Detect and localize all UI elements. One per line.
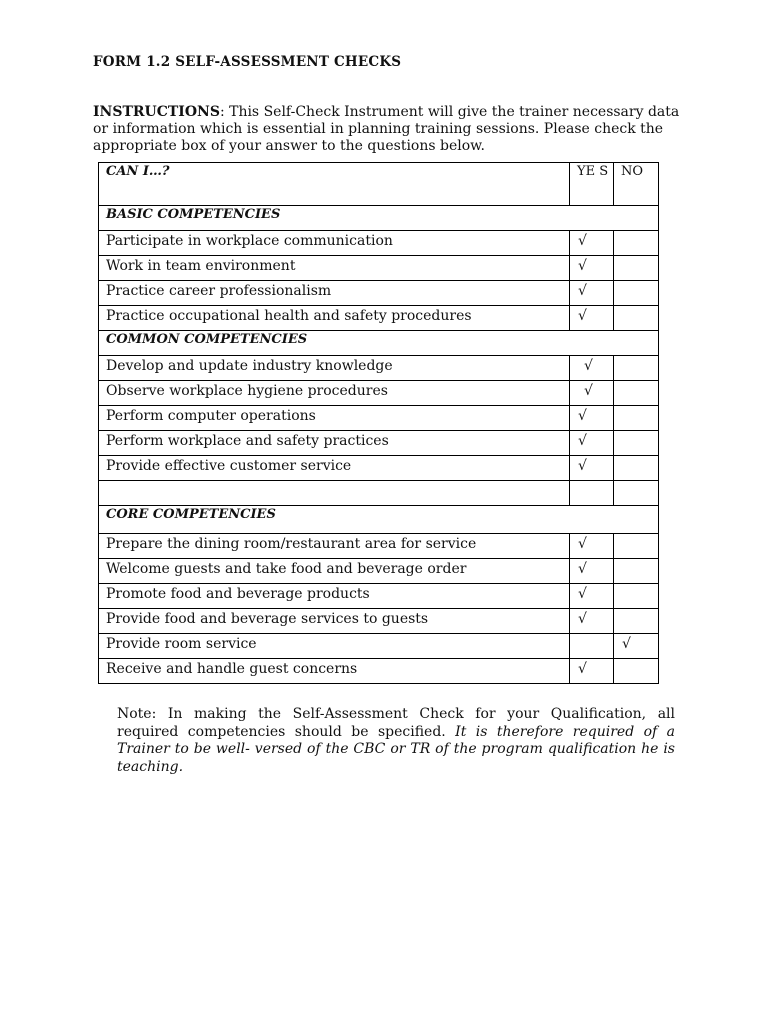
competency-label: Prepare the dining room/restaurant area for service [99,534,570,559]
table-row [99,534,659,559]
header-yes: YE S [570,163,614,206]
table-row [99,431,659,456]
yes-cell[interactable]: √ [570,281,614,306]
competency-label: Provide room service [99,634,570,659]
instructions-paragraph [93,104,683,155]
no-cell[interactable] [614,256,659,281]
yes-cell[interactable] [570,481,614,506]
no-cell[interactable] [614,406,659,431]
competency-label [99,481,570,506]
instructions-text: : This Self-Check Instrument will give the trainer necessary data or information which is essential in planning training sessions. Please check the appropriate box of your answer to the questions below. [93,104,680,154]
competency-label: Perform computer operations [99,406,570,431]
no-cell[interactable] [614,559,659,584]
no-cell[interactable] [614,306,659,331]
section-row [99,506,659,534]
competency-label: Perform workplace and safety practices [99,431,570,456]
yes-cell[interactable]: √ [570,306,614,331]
table-row [99,406,659,431]
header-no: NO [614,163,659,206]
section-row [99,331,659,356]
competency-label: Participate in workplace communication [99,231,570,256]
self-assessment-table [98,162,659,684]
no-cell[interactable] [614,456,659,481]
table-row [99,256,659,281]
form-title: FORM 1.2 SELF-ASSESSMENT CHECKS [93,54,402,70]
no-cell[interactable] [614,534,659,559]
no-cell[interactable] [614,356,659,381]
table-row [99,634,659,659]
table-row [99,306,659,331]
section-title: CORE COMPETENCIES [99,506,659,534]
yes-cell[interactable]: √ [570,431,614,456]
self-assessment-table-body [99,163,659,684]
competency-label: Work in team environment [99,256,570,281]
yes-cell[interactable]: √ [570,231,614,256]
table-row [99,609,659,634]
competency-label: Provide effective customer service [99,456,570,481]
table-row [99,281,659,306]
table-row [99,559,659,584]
no-cell[interactable] [614,659,659,684]
table-row [99,456,659,481]
no-cell[interactable] [614,431,659,456]
yes-cell[interactable]: √ [570,456,614,481]
yes-cell[interactable]: √ [570,609,614,634]
section-title: BASIC COMPETENCIES [99,206,659,231]
table-row [99,356,659,381]
competency-label: Receive and handle guest concerns [99,659,570,684]
table-row [99,659,659,684]
no-cell[interactable] [614,481,659,506]
instructions-label: INSTRUCTIONS [93,104,220,120]
table-row [99,231,659,256]
yes-cell[interactable]: √ [570,659,614,684]
no-cell[interactable]: √ [614,634,659,659]
no-cell[interactable] [614,584,659,609]
header-can-i: CAN I…? [99,163,570,206]
yes-cell[interactable]: √ [570,381,614,406]
competency-label: Promote food and beverage products [99,584,570,609]
no-cell[interactable] [614,231,659,256]
no-cell[interactable] [614,281,659,306]
table-row [99,481,659,506]
yes-cell[interactable]: √ [570,534,614,559]
competency-label: Provide food and beverage services to guests [99,609,570,634]
section-row [99,206,659,231]
no-cell[interactable] [614,381,659,406]
competency-label: Practice career professionalism [99,281,570,306]
competency-label: Develop and update industry knowledge [99,356,570,381]
competency-label: Observe workplace hygiene procedures [99,381,570,406]
competency-label: Practice occupational health and safety procedures [99,306,570,331]
yes-cell[interactable]: √ [570,584,614,609]
yes-cell[interactable]: √ [570,256,614,281]
table-header-row [99,163,659,206]
competency-label: Welcome guests and take food and beverage order [99,559,570,584]
note-text: Note: In making the Self-Assessment Check for your Qualification, all required competencies should be specified. [117,706,675,740]
table-row [99,381,659,406]
yes-cell[interactable]: √ [570,559,614,584]
no-cell[interactable] [614,609,659,634]
yes-cell[interactable] [570,634,614,659]
table-row [99,584,659,609]
yes-cell[interactable]: √ [570,406,614,431]
yes-cell[interactable]: √ [570,356,614,381]
note-paragraph [117,706,675,776]
section-title: COMMON COMPETENCIES [99,331,659,356]
note-italic-text: It is therefore required of a Trainer to be well- versed of the CBC or TR of the program qualification he is teaching. [117,723,675,775]
